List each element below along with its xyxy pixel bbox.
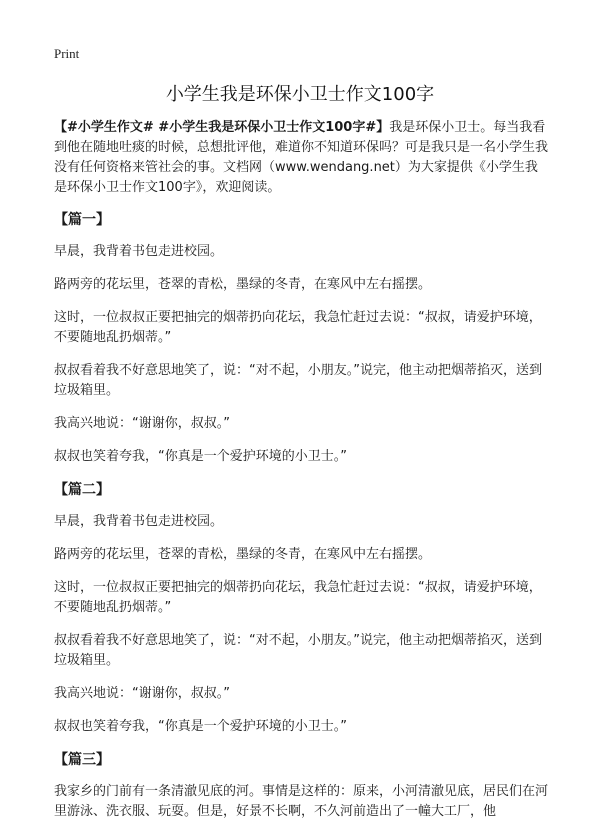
paragraph: 叔叔看着我不好意思地笑了，说：“对不起，小朋友。”说完，他主动把烟蒂掐灭，送到垃圾箱里。 — [54, 363, 542, 398]
section-heading-3: 【篇三】 — [54, 752, 110, 768]
print-link[interactable]: Print — [54, 46, 80, 61]
paragraph: 早晨，我背着书包走进校园。 — [54, 514, 224, 529]
paragraph: 叔叔也笑着夸我，“你真是一个爱护环境的小卫士。” — [54, 719, 347, 734]
intro-text: 我是环保小卫士。每当我看到他在随地吐痰的时候，总想批评他，难道你不知道环保吗？可是我只是一名小学生我没有任何资格来管社会的事。文档网（ — [54, 120, 549, 175]
paragraph: 我高兴地说：“谢谢你，叔叔。” — [54, 686, 230, 701]
paragraph: 叔叔也笑着夸我，“你真是一个爱护环境的小卫士。” — [54, 449, 347, 464]
paragraph: 这时，一位叔叔正要把抽完的烟蒂扔向花坛，我急忙赶过去说：“叔叔，请爱护环境，不要随地乱扔烟蒂。” — [54, 310, 542, 345]
site-link[interactable]: www.wendang.net — [275, 160, 395, 175]
paragraph: 路两旁的花坛里，苍翠的青松，墨绿的冬青，在寒风中左右摇摆。 — [54, 277, 432, 292]
paragraph: 这时，一位叔叔正要把抽完的烟蒂扔向花坛，我急忙赶过去说：“叔叔，请爱护环境，不要随地乱扔烟蒂。” — [54, 580, 542, 615]
intro-paragraph — [54, 118, 550, 198]
section-heading-2: 【篇二】 — [54, 482, 110, 498]
paragraph: 路两旁的花坛里，苍翠的青松，墨绿的冬青，在寒风中左右摇摆。 — [54, 547, 432, 562]
paragraph: 我家乡的门前有一条清澈见底的河。事情是这样的：原来，小河清澈见底，居民们在河里游泳、洗衣服、玩耍。但是，好景不长啊，不久河前造出了一幢大工厂，他 — [54, 784, 549, 819]
page-title: 小学生我是环保小卫士作文100字 — [165, 84, 435, 105]
intro-tag: 【#小学生作文# #小学生我是环保小卫士作文100字#】 — [54, 120, 390, 135]
paragraph: 我高兴地说：“谢谢你，叔叔。” — [54, 416, 230, 431]
paragraph: 早晨，我背着书包走进校园。 — [54, 244, 224, 259]
section-heading-1: 【篇一】 — [54, 212, 110, 228]
paragraph: 叔叔看着我不好意思地笑了，说：“对不起，小朋友。”说完，他主动把烟蒂掐灭，送到垃圾箱里。 — [54, 633, 542, 668]
article-body — [54, 118, 550, 835]
intro-text-end: ）为大家提供《小学生我是环保小卫士作文100字》，欢迎阅读。 — [54, 160, 538, 195]
